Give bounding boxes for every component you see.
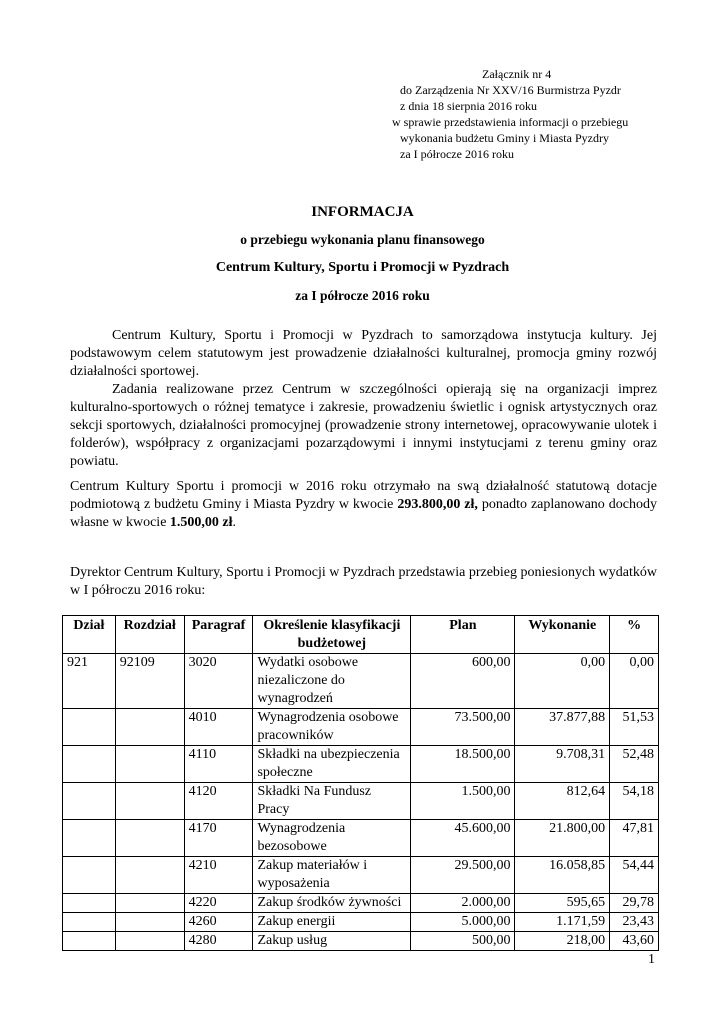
cell-okreslenie: Składki Na Fundusz Pracy [253, 783, 411, 820]
table-row [63, 894, 659, 913]
cell-wykonanie: 218,00 [515, 932, 610, 951]
cell-wykonanie: 812,64 [515, 783, 610, 820]
header-plan: Plan [411, 616, 515, 654]
cell-procent: 51,53 [610, 709, 659, 746]
cell-okreslenie: Zakup usług [253, 932, 411, 951]
cell-paragraf: 4280 [184, 932, 253, 951]
expenses-table [62, 615, 659, 951]
cell-okreslenie: Zakup energii [253, 913, 411, 932]
cell-procent: 0,00 [610, 654, 659, 709]
table-row [63, 746, 659, 783]
header-rozdzial: Rozdział [115, 616, 184, 654]
cell-rozdzial: 92109 [115, 654, 184, 709]
header-dzial: Dział [63, 616, 116, 654]
cell-procent: 54,18 [610, 783, 659, 820]
cell-wykonanie: 21.800,00 [515, 820, 610, 857]
cell-rozdzial [115, 857, 184, 894]
attachment-note [392, 66, 628, 162]
cell-paragraf: 4110 [184, 746, 253, 783]
cell-paragraf: 4210 [184, 857, 253, 894]
cell-wykonanie: 16.058,85 [515, 857, 610, 894]
table-row [63, 857, 659, 894]
cell-wykonanie: 1.171,59 [515, 913, 610, 932]
cell-rozdzial [115, 894, 184, 913]
table-row [63, 913, 659, 932]
cell-dzial [63, 746, 116, 783]
funding-amount-own-income: 1.500,00 zł [169, 515, 233, 530]
title-heading: INFORMACJA [311, 204, 414, 220]
cell-dzial [63, 783, 116, 820]
title-institution: Centrum Kultury, Sportu i Promocji w Pyzdrach [215, 260, 510, 275]
cell-procent: 54,44 [610, 857, 659, 894]
funding-amount-subsidy: 293.800,00 zł, [397, 497, 478, 512]
cell-procent: 29,78 [610, 894, 659, 913]
cell-rozdzial [115, 932, 184, 951]
paragraph-intro: Centrum Kultury, Sportu i Promocji w Pyzdrach to samorządowa instytucja kultury. Jej podstawowym celem statutowym jest prowadzenie działalności kulturalnej, promocja gminy rozwój działalności sportowej. [70, 328, 657, 379]
cell-dzial [63, 913, 116, 932]
attachment-note-line: do Zarządzenia Nr XXV/16 Burmistrza Pyzdr [400, 83, 621, 97]
table-row [63, 932, 659, 951]
attachment-note-line: z dnia 18 sierpnia 2016 roku [400, 99, 537, 113]
cell-paragraf: 3020 [184, 654, 253, 709]
cell-paragraf: 4170 [184, 820, 253, 857]
table-row [63, 709, 659, 746]
funding-text: Centrum Kultury Sportu i promocji w 2016 roku otrzymało na swą działalność statutową dotacje podmiotową z budżetu Gminy i Miasta Pyzdry w kwocie [70, 479, 657, 512]
cell-plan: 2.000,00 [411, 894, 515, 913]
attachment-note-line: wykonania budżetu Gminy i Miasta Pyzdry [400, 131, 609, 145]
header-okreslenie: Określenie klasyfikacji budżetowej [253, 616, 411, 654]
cell-plan: 5.000,00 [411, 913, 515, 932]
paragraph-tasks: Zadania realizowane przez Centrum w szczególności opierają się na organizacji imprez kulturalno-sportowych o różnej tematyce i zakresie, prowadzeniu świetlic i ognisk artystycznych oraz sekcji sportowych, działalności promocyjnej (prowadzenie strony internetowej, opracowywanie ulotek i folderów), współpracy z organizacjami pozarządowymi i innymi instytucjami z terenu gminy oraz powiatu. [70, 382, 657, 469]
title-subheading: o przebiegu wykonania planu finansowego [240, 232, 485, 247]
cell-wykonanie: 9.708,31 [515, 746, 610, 783]
cell-wykonanie: 37.877,88 [515, 709, 610, 746]
attachment-note-line: za I półrocze 2016 roku [400, 147, 514, 161]
table-row [63, 654, 659, 709]
cell-plan: 600,00 [411, 654, 515, 709]
cell-plan: 1.500,00 [411, 783, 515, 820]
paragraph-funding [70, 478, 657, 532]
cell-wykonanie: 0,00 [515, 654, 610, 709]
cell-procent: 47,81 [610, 820, 659, 857]
cell-okreslenie: Zakup środków żywności [253, 894, 411, 913]
table-header-row [63, 616, 659, 654]
cell-paragraf: 4260 [184, 913, 253, 932]
cell-procent: 52,48 [610, 746, 659, 783]
cell-okreslenie: Wynagrodzenia bezosobowe [253, 820, 411, 857]
cell-rozdzial [115, 746, 184, 783]
cell-plan: 73.500,00 [411, 709, 515, 746]
document-title [0, 202, 725, 306]
cell-dzial [63, 820, 116, 857]
cell-procent: 23,43 [610, 913, 659, 932]
cell-okreslenie: Składki na ubezpieczenia społeczne [253, 746, 411, 783]
paragraph-expenses-intro: Dyrektor Centrum Kultury, Sportu i Promocji w Pyzdrach przedstawia przebieg poniesionych wydatków w I półroczu 2016 roku: [70, 565, 657, 598]
cell-rozdzial [115, 913, 184, 932]
cell-paragraf: 4010 [184, 709, 253, 746]
cell-paragraf: 4220 [184, 894, 253, 913]
cell-dzial [63, 932, 116, 951]
table-row [63, 820, 659, 857]
header-procent: % [610, 616, 659, 654]
cell-dzial [63, 857, 116, 894]
cell-wykonanie: 595,65 [515, 894, 610, 913]
cell-plan: 29.500,00 [411, 857, 515, 894]
funding-text: . [232, 515, 237, 530]
cell-okreslenie: Wydatki osobowe niezaliczone do wynagrodzeń [253, 654, 411, 709]
cell-dzial [63, 894, 116, 913]
header-wykonanie: Wykonanie [515, 616, 610, 654]
page-number: 1 [648, 952, 655, 967]
cell-procent: 43,60 [610, 932, 659, 951]
cell-dzial [63, 709, 116, 746]
attachment-note-line: Załącznik nr 4 [482, 67, 552, 81]
cell-rozdzial [115, 709, 184, 746]
cell-plan: 18.500,00 [411, 746, 515, 783]
funding-text: ponadto zaplanowano dochody własne w kwocie [70, 497, 657, 530]
cell-paragraf: 4120 [184, 783, 253, 820]
cell-rozdzial [115, 820, 184, 857]
table-row [63, 783, 659, 820]
attachment-note-line: w sprawie przedstawienia informacji o przebiegu [392, 115, 629, 129]
cell-okreslenie: Wynagrodzenia osobowe pracowników [253, 709, 411, 746]
cell-okreslenie: Zakup materiałów i wyposażenia [253, 857, 411, 894]
cell-plan: 45.600,00 [411, 820, 515, 857]
cell-rozdzial [115, 783, 184, 820]
cell-plan: 500,00 [411, 932, 515, 951]
title-period: za I półrocze 2016 roku [295, 288, 430, 303]
header-paragraf: Paragraf [184, 616, 253, 654]
cell-dzial: 921 [63, 654, 116, 709]
